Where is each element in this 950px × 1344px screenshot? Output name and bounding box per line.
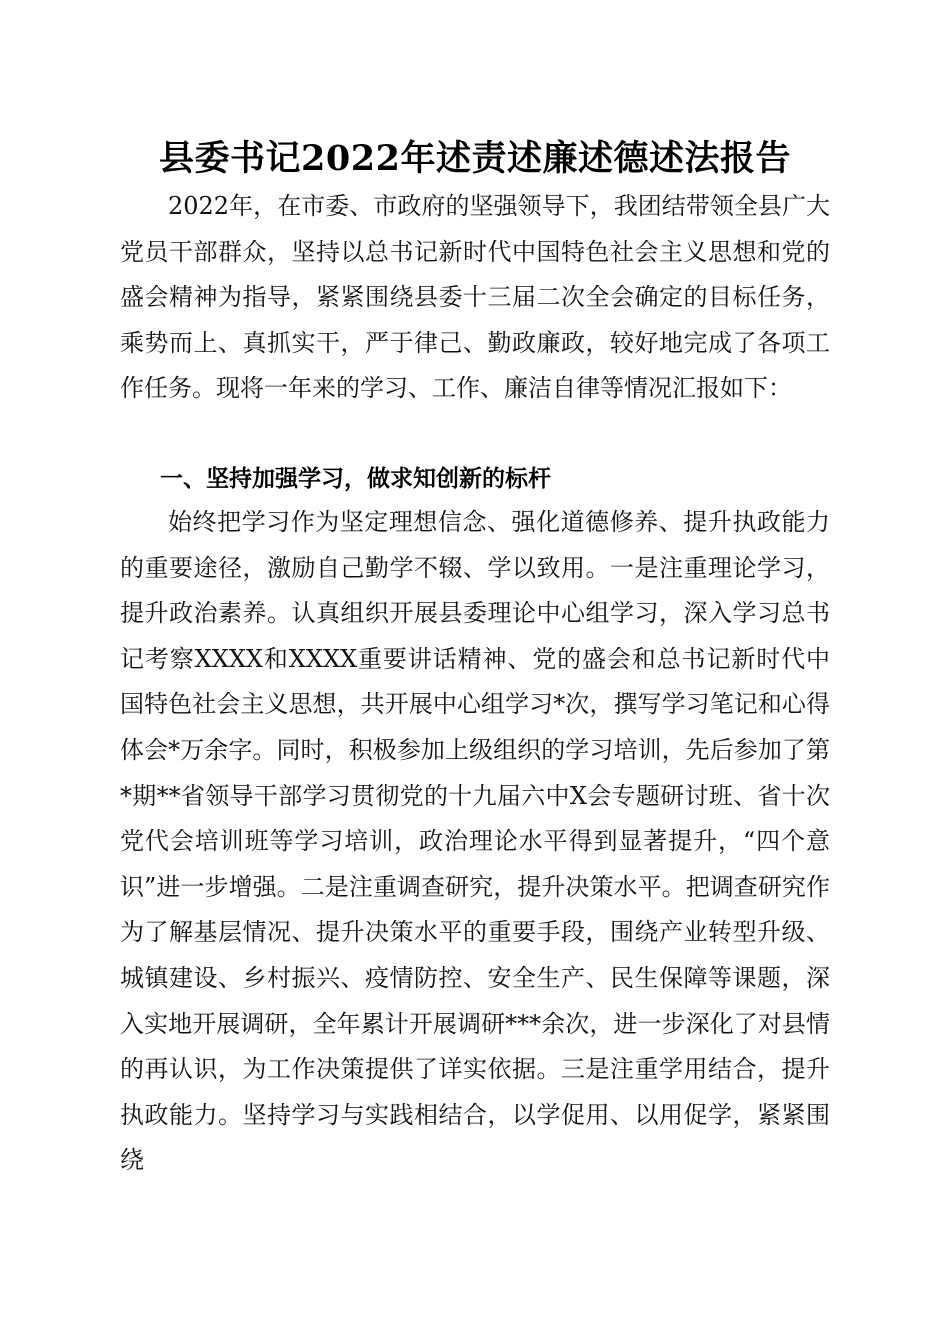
document-title: 县委书记2022年述责述廉述德述法报告 <box>159 138 791 179</box>
intro-paragraph: 2022年，在市委、市政府的坚强领导下，我团结带领全县广大党员干部群众，坚持以总书记新时代中国特色社会主义思想和党的盛会精神为指导，紧紧围绕县委十三届二次全会确定的目标任务，乘势而上、真抓实干，严于律己、勤政廉政，较好地完成了各项工作任务。现将一年来的学习、工作、廉洁自律等情况汇报如下： <box>120 192 830 403</box>
section-1-paragraph: 始终把学习作为坚定理想信念、强化道德修养、提升执政能力的重要途径，激励自己勤学不辍、学以致用。一是注重理论学习，提升政治素养。认真组织开展县委理论中心组学习，深入学习总书记考察XXXX和XXXX重要讲话精神、党的盛会和总书记新时代中国特色社会主义思想，共开展中心组学习*次，撰写学习笔记和心得体会*万余字。同时，积极参加上级组织的学习培训，先后参加了第*期**省领导干部学习贯彻党的十九届六中X会专题研讨班、省十次党代会培训班等学习培训，政治理论水平得到显著提升，“四个意识”进一步增强。二是注重调查研究，提升决策水平。把调查研究作为了解基层情况、提升决策水平的重要手段，围绕产业转型升级、城镇建设、乡村振兴、疫情防控、安全生产、民生保障等课题，深入实地开展调研，全年累计开展调研***余次，进一步深化了对县情的再认识，为工作决策提供了详实依据。三是注重学用结合，提升执政能力。坚持学习与实践相结合，以学促用、以用促学，紧紧围绕 <box>120 508 830 1175</box>
section-heading-1: 一、坚持加强学习，做求知创新的标杆 <box>160 466 551 492</box>
